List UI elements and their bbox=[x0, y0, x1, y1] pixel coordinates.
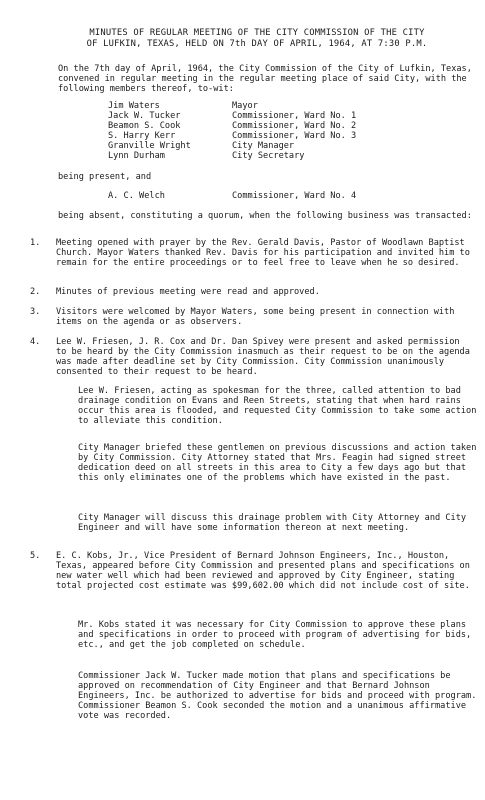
member-name: S. Harry Kerr bbox=[108, 131, 176, 141]
title-line-1: MINUTES OF REGULAR MEETING OF THE CITY COMMISSION OF THE CITY bbox=[89, 28, 425, 38]
title-line-2: OF LUFKIN, TEXAS, HELD ON 7th DAY OF APRIL, 1964, AT 7:30 P.M. bbox=[86, 39, 428, 49]
item-number: 5. bbox=[30, 551, 41, 561]
member-row bbox=[108, 141, 408, 151]
present-members-list bbox=[108, 101, 408, 161]
member-title: Commissioner, Ward No. 1 bbox=[232, 111, 357, 121]
member-row bbox=[108, 101, 408, 111]
item-text: Meeting opened with prayer by the Rev. Gerald Davis, Pastor of Woodlawn Baptist Church. Mayor Waters thanked Rev. Davis for his participation and invited him to remain for the entire proceedings or to feel free to leave when he so desired. bbox=[56, 238, 470, 268]
member-name: Granville Wright bbox=[108, 141, 191, 151]
member-title: Mayor bbox=[232, 101, 258, 111]
agenda-item-1 bbox=[30, 238, 480, 268]
member-name: Jack W. Tucker bbox=[108, 111, 181, 121]
item-5-paragraph-1: Mr. Kobs stated it was necessary for City Commission to approve these plans and specifications in order to proceed with program of advertising for bids, etc., and get the job completed on schedule. bbox=[78, 620, 472, 650]
member-name: Jim Waters bbox=[108, 101, 160, 111]
document-title bbox=[62, 28, 452, 50]
member-title: City Manager bbox=[232, 141, 295, 151]
member-row bbox=[108, 151, 408, 161]
item-text: Minutes of previous meeting were read and approved. bbox=[56, 287, 320, 297]
item-number: 4. bbox=[30, 337, 41, 347]
item-text: Visitors were welcomed by Mayor Waters, some being present in connection with items on the agenda or as observers. bbox=[56, 307, 455, 327]
member-row bbox=[108, 191, 408, 201]
member-title: Commissioner, Ward No. 3 bbox=[232, 131, 357, 141]
item-number: 1. bbox=[30, 238, 41, 248]
member-row bbox=[108, 111, 408, 121]
item-4-paragraph-2: City Manager briefed these gentlemen on previous discussions and action taken by City Commission. City Attorney stated that Mrs. Feagin had signed street dedication deed on all streets in this area to City a few days ago but that this only eliminates one of the problems which have existed in the past. bbox=[78, 443, 477, 483]
item-text: E. C. Kobs, Jr., Vice President of Bernard Johnson Engineers, Inc., Houston, Texas, appeared before City Commission and presented plans and specifications on new water well which had been reviewed and approved by City Engineer, stating total projected cost estimate was $99,602.00 which did not include cost of site. bbox=[56, 551, 470, 591]
member-title: Commissioner, Ward No. 4 bbox=[232, 191, 357, 201]
item-4-paragraph-3: City Manager will discuss this drainage problem with City Attorney and City Engineer and will have some information thereon at next meeting. bbox=[78, 513, 467, 533]
agenda-item-2 bbox=[30, 287, 480, 297]
opening-paragraph: On the 7th day of April, 1964, the City Commission of the City of Lufkin, Texas, convened in regular meeting in the regular meeting place of said City, with the following members thereof, to-wit: bbox=[58, 64, 472, 94]
member-name: Lynn Durham bbox=[108, 151, 165, 161]
item-5-paragraph-2: Commissioner Jack W. Tucker made motion that plans and specifications be approved on recommendation of City Engineer and that Bernard Johnson Engineers, Inc. be authorized to advertise for bids and proceed with program. Commissioner Beamon S. Cook seconded the motion and a unanimous affirmative vote was recorded. bbox=[78, 671, 477, 721]
member-row bbox=[108, 131, 408, 141]
agenda-item-4 bbox=[30, 337, 480, 377]
member-name: Beamon S. Cook bbox=[108, 121, 181, 131]
item-number: 3. bbox=[30, 307, 41, 317]
absent-text: being absent, constituting a quorum, when the following business was transacted: bbox=[58, 211, 472, 221]
member-title: Commissioner, Ward No. 2 bbox=[232, 121, 357, 131]
present-text: being present, and bbox=[58, 172, 152, 182]
item-number: 2. bbox=[30, 287, 41, 297]
absent-member bbox=[108, 191, 408, 201]
member-name: A. C. Welch bbox=[108, 191, 165, 201]
member-title: City Secretary bbox=[232, 151, 305, 161]
member-row bbox=[108, 121, 408, 131]
agenda-item-5 bbox=[30, 551, 480, 591]
item-text: Lee W. Friesen, J. R. Cox and Dr. Dan Spivey were present and asked permission to be heard by the City Commission inasmuch as their request to be on the agenda was made after deadline set by City Commission. City Commission unanimously consented to their request to be heard. bbox=[56, 337, 470, 377]
agenda-item-3 bbox=[30, 307, 480, 327]
item-4-paragraph-1: Lee W. Friesen, acting as spokesman for the three, called attention to bad drainage condition on Evans and Reen Streets, stating that when hard rains occur this area is flooded, and requested City Commission to take some action to alleviate this condition. bbox=[78, 386, 477, 426]
